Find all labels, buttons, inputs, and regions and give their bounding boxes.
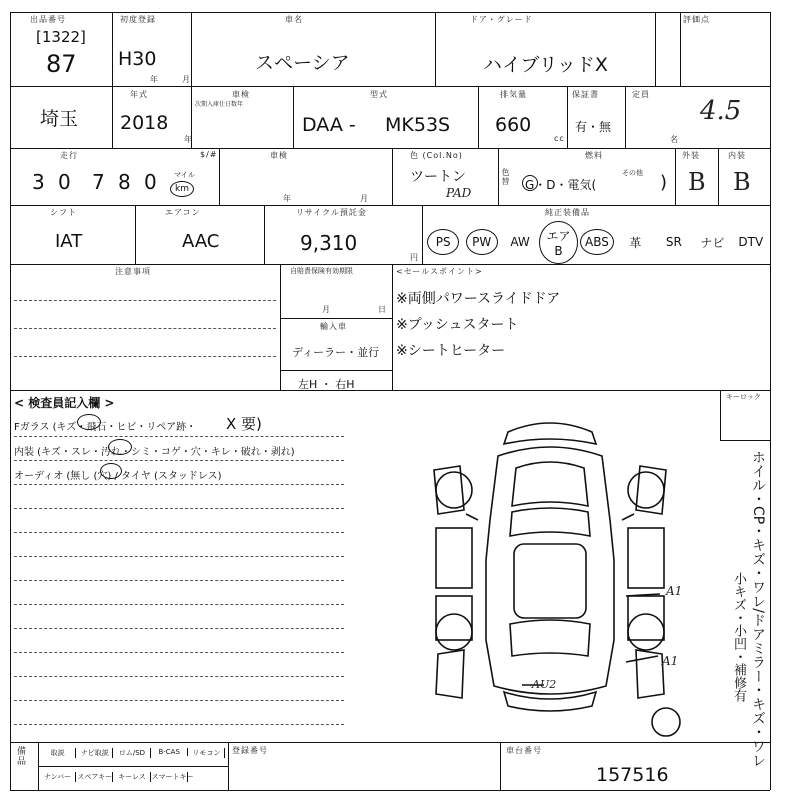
equipment-item-label: DTV (738, 235, 764, 249)
footer-accessory-item: スマートキー (151, 773, 194, 781)
prefecture: 埼玉 (40, 108, 79, 130)
equipment-item (539, 226, 577, 258)
grade-name: ハイブリッドX (483, 54, 608, 76)
equipment-item (732, 226, 770, 258)
footer-accessory-item: ナビ取説 (77, 748, 113, 758)
equipment-item (655, 226, 693, 258)
import-label: 輸入車 (320, 322, 347, 331)
sales-points-label: <セールスポイント> (396, 267, 483, 276)
chip-circle (77, 414, 101, 430)
interior-rating: B (733, 168, 751, 196)
equipment-label: 純正装備品 (545, 208, 590, 217)
score-label: 評価点 (683, 15, 710, 24)
right-vertical-text-2: 小キズ・小凹・補修有 (731, 572, 746, 702)
inspector-line: Fガラス (キズ・飛石・ヒビ・リペア跡・ (14, 422, 197, 433)
warranty-label: 保証書 (572, 90, 599, 99)
key-lock-label: キーロック (726, 393, 761, 401)
fuel-options: G・D・電気( (525, 178, 597, 192)
inspector-line: オーディオ (無し (穴) / タイヤ (スタッドレス) (14, 471, 222, 482)
displacement: 660 (495, 114, 532, 136)
mileage-digit: 3 (32, 170, 45, 194)
expiry-month: 月 (322, 305, 331, 314)
year-label: 年式 (130, 90, 148, 99)
right-vertical-text: ホイル・CP・キズ・ワレ/ドアミラー・キズ・ワレ (750, 450, 766, 767)
footer-accessory-item: スペアキー (77, 773, 113, 781)
equipment-item-label: PS (427, 229, 459, 255)
sharp-label: $/# (200, 150, 218, 159)
shift-value: IAT (55, 231, 83, 252)
equipment-item-label: SR (665, 235, 682, 249)
inspector-line: 内装 (キズ・スレ・汚れ・シミ・コゲ・穴・キレ・破れ・剥れ) (14, 447, 295, 458)
grade-label: ドア・グレード (470, 15, 533, 24)
equipment-item (462, 226, 500, 258)
grade-score: 4.5 (700, 96, 742, 126)
model-prefix: DAA - (302, 114, 356, 136)
registration-era: H30 (118, 48, 157, 70)
footer-accessory-item: リモコン (189, 748, 225, 758)
audio-circle (100, 463, 122, 479)
equipment-item (693, 226, 731, 258)
inspection-label: 車検 (232, 90, 250, 99)
equipment-item-label: AW (510, 235, 530, 249)
mileage-digits (30, 166, 170, 196)
equipment-item (424, 226, 462, 258)
equipment-item-label: ABS (580, 229, 614, 255)
km-unit: km (175, 184, 189, 194)
footer-accessory-item: B-CAS (152, 748, 188, 756)
color-handwritten: PAD (446, 186, 472, 200)
inspector-notes-label: < 検査員記入欄 > (14, 396, 115, 410)
fuel-label: 燃料 (585, 151, 603, 160)
shift-label: シフト (50, 208, 77, 217)
capacity-unit: 名 (670, 135, 679, 144)
color-name: ツートン (410, 169, 466, 185)
first-registration-label: 初度登録 (120, 15, 156, 24)
model-year: 2018 (120, 112, 169, 134)
lot-bracket: [1322] (36, 28, 86, 46)
warranty-expiry-label: 自賠責保険有効期限 (290, 267, 353, 275)
equipment-item-label: PW (466, 229, 498, 255)
footer-accessory-item: 取説 (40, 748, 76, 758)
import-value: ディーラー・並行 (292, 346, 380, 359)
equipment-list (424, 222, 770, 262)
glass-mark: X 要) (226, 415, 262, 433)
insp-year-unit: 年 (283, 194, 292, 203)
equipment-footer-label: 備品 (15, 746, 25, 766)
footer-row-2 (40, 770, 226, 788)
sales-point-item: ※両側パワースライドドア (396, 291, 561, 307)
sales-point-item: ※プッシュスタート (396, 317, 519, 333)
inspection-note: 次期入庫仕日数年 (195, 101, 244, 108)
displacement-label: 排気量 (500, 90, 527, 99)
aircon-label: エアコン (165, 208, 201, 217)
car-name: スペーシア (255, 52, 350, 74)
color-label: 色 (Col.No) (410, 151, 463, 160)
chassis-number-label: 車台番号 (506, 746, 542, 755)
damage-mark: AU2 (532, 678, 557, 691)
color-change-label: 色替 (501, 168, 510, 186)
mileage-label: 走行 (60, 151, 78, 160)
damage-mark: A1 (662, 654, 679, 668)
reg-month-unit: 月 (182, 75, 191, 84)
interior-label: 内装 (728, 151, 746, 160)
chassis-number: 157516 (596, 764, 669, 786)
equipment-item-label: ナビ (700, 235, 725, 250)
fuel-close: ) (660, 172, 668, 193)
aircon-value: AAC (182, 231, 220, 252)
km-unit-circled (170, 181, 194, 197)
equipment-item (578, 226, 616, 258)
mile-unit: マイル (174, 171, 195, 179)
registration-number-label: 登録番号 (232, 746, 268, 755)
cc-unit: cc (554, 134, 565, 143)
model-code: MK53S (385, 114, 451, 136)
equipment-item-label: エアB (539, 221, 577, 264)
expiry-day: 日 (378, 305, 387, 314)
steering-side: 左H ・ 右H (298, 378, 355, 391)
warranty-options: 有・無 (575, 120, 612, 134)
footer-row-1 (40, 746, 226, 764)
equipment-item-label: 革 (629, 235, 642, 250)
mileage-digit: 8 (118, 170, 131, 194)
lot-number: 87 (46, 50, 77, 78)
damage-mark: A1 (666, 584, 683, 598)
mileage-digit: 7 (92, 170, 105, 194)
sales-point-item: ※シートヒーター (396, 343, 506, 359)
footer-accessory-item: ロム/SD (114, 748, 150, 758)
mileage-digit: 0 (58, 170, 71, 194)
auction-number-label: 出品番号 (30, 15, 66, 24)
insp-month-unit: 月 (360, 194, 369, 203)
footer-accessory-item: キーレス (114, 772, 150, 782)
footer-accessory-item: ナンバー (40, 772, 76, 782)
exterior-rating: B (688, 168, 706, 196)
fuel-other: その他 (622, 169, 643, 177)
recycle-amount: 9,310 (300, 231, 358, 255)
recycle-unit: 円 (410, 253, 419, 262)
year-unit: 年 (184, 135, 193, 144)
capacity-label: 定員 (632, 90, 650, 99)
stain-circle (108, 439, 132, 455)
recycle-label: リサイクル預託金 (296, 208, 367, 217)
model-type-label: 型式 (370, 90, 388, 99)
exterior-label: 外装 (682, 151, 700, 160)
notes-label: 注意事項 (115, 267, 151, 276)
mileage-digit: 0 (144, 170, 157, 194)
vehicle-inspection-label: 車検 (270, 151, 288, 160)
equipment-item (616, 226, 654, 258)
equipment-item (501, 226, 539, 258)
reg-year-unit: 年 (150, 75, 159, 84)
car-name-label: 車名 (285, 15, 303, 24)
